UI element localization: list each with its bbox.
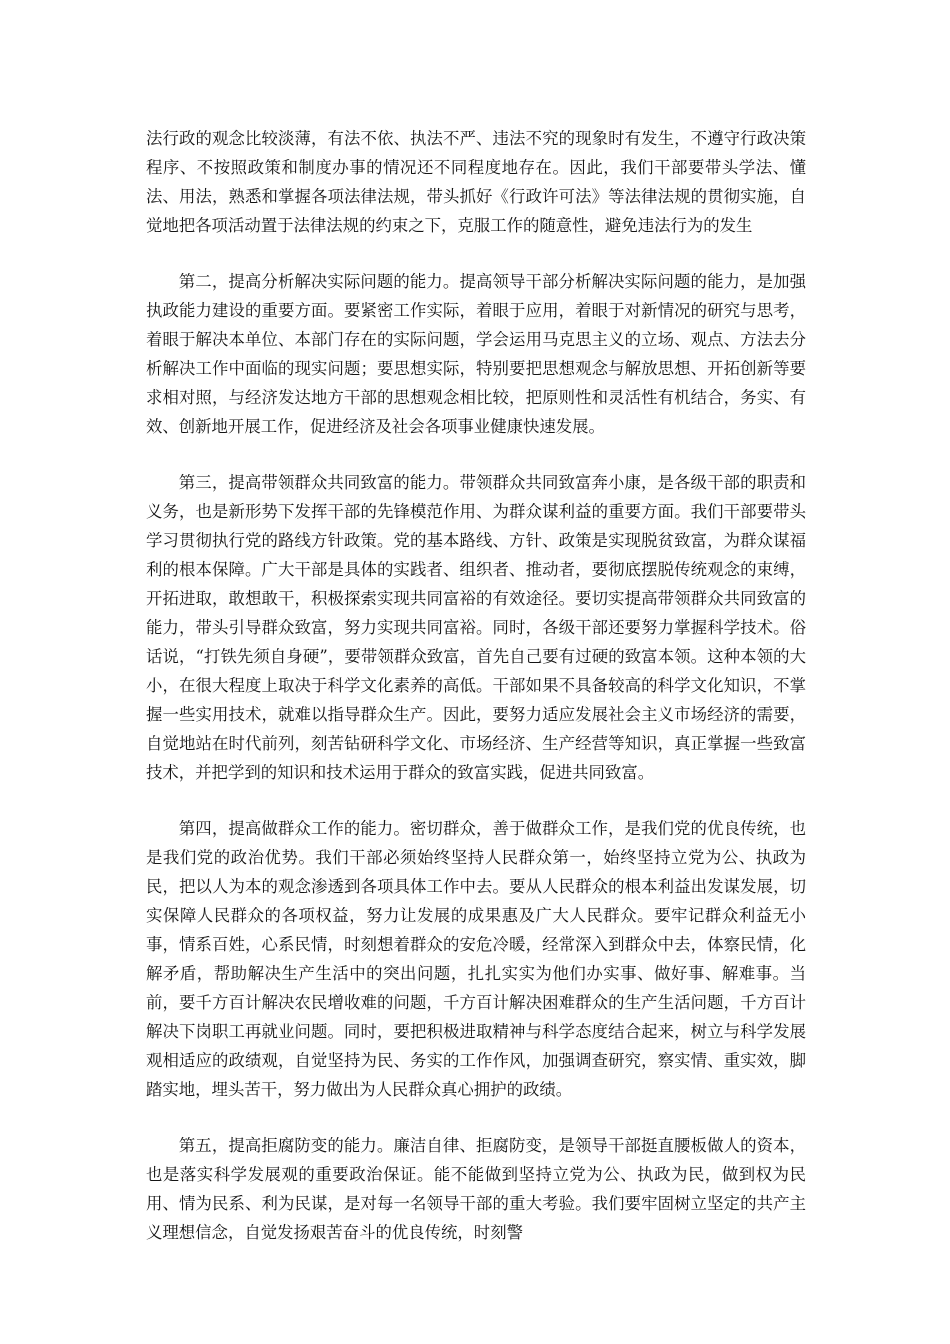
paragraph-fourth: 第四，提高做群众工作的能力。密切群众，善于做群众工作，是我们党的优良传统，也是我们党的政治优势。我们干部必须始终坚持人民群众第一，始终坚持立党为公、执政为民，把以人为本的观念渗透到各项具体工作中去。要从人民群众的根本利益出发谋发展，切实保障人民群众的各项权益，努力让发展的成果惠及广大人民群众。要牢记群众利益无小事，情系百姓，心系民情，时刻想着群众的安危冷暖，经常深入到群众中去，体察民情，化解矛盾，帮助解决生产生活中的突出问题，扎扎实实为他们办实事、做好事、解难事。当前，要千方百计解决农民增收难的问题，千方百计解决困难群众的生产生活问题，千方百计解决下岗职工再就业问题。同时，要把积极进取精神与科学态度结合起来，树立与科学发展观相适应的政绩观，自觉坚持为民、务实的工作作风，加强调查研究，察实情、重实效，脚踏实地，埋头苦干，努力做出为人民群众真心拥护的政绩。 (146, 819, 806, 1099)
paragraph-continuation: 法行政的观念比较淡薄，有法不依、执法不严、违法不究的现象时有发生，不遵守行政决策程序、不按照政策和制度办事的情况还不同程度地存在。因此，我们干部要带头学法、懂法、用法，熟悉和掌握各项法律法规，带头抓好《行政许可法》等法律法规的贯彻实施，自觉地把各项活动置于法律法规的约束之下，克服工作的随意性，避免违法行为的发生 (146, 129, 806, 235)
paragraph-second: 第二，提高分析解决实际问题的能力。提高领导干部分析解决实际问题的能力，是加强执政能力建设的重要方面。要紧密工作实际，着眼于应用，着眼于对新情况的研究与思考，着眼于解决本单位、本部门存在的实际问题，学会运用马克思主义的立场、观点、方法去分析解决工作中面临的现实问题；要思想实际，特别要把思想观念与解放思想、开拓创新等要求相对照，与经济发达地方干部的思想观念相比较，把原则性和灵活性有机结合，务实、有效、创新地开展工作，促进经济及社会各项事业健康快速发展。 (146, 272, 806, 436)
document-body (146, 124, 806, 1274)
paragraph-fifth: 第五，提高拒腐防变的能力。廉洁自律、拒腐防变，是领导干部挺直腰板做人的资本，也是落实科学发展观的重要政治保证。能不能做到坚持立党为公、执政为民，做到权为民用、情为民系、利为民谋，是对每一名领导干部的重大考验。我们要牢固树立坚定的共产主义理想信念，自觉发扬艰苦奋斗的优良传统，时刻警 (146, 1136, 806, 1242)
paragraph-third: 第三，提高带领群众共同致富的能力。带领群众共同致富奔小康，是各级干部的职责和义务，也是新形势下发挥干部的先锋模范作用、为群众谋利益的重要方面。我们干部要带头学习贯彻执行党的路线方针政策。党的基本路线、方针、政策是实现脱贫致富，为群众谋福利的根本保障。广大干部是具体的实践者、组织者、推动者，要彻底摆脱传统观念的束缚，开拓进取，敢想敢干，积极探索实现共同富裕的有效途径。要切实提高带领群众共同致富的能力，带头引导群众致富，努力实现共同富裕。同时，各级干部还要努力掌握科学技术。俗话说，“打铁先须自身硬”，要带领群众致富，首先自己要有过硬的致富本领。这种本领的大小，在很大程度上取决于科学文化素养的高低。干部如果不具备较高的科学文化知识，不掌握一些实用技术，就难以指导群众生产。因此，要努力适应发展社会主义市场经济的需要，自觉地站在时代前列，刻苦钻研科学文化、市场经济、生产经营等知识，真正掌握一些致富技术，并把学到的知识和技术运用于群众的致富实践，促进共同致富。 (146, 473, 806, 782)
